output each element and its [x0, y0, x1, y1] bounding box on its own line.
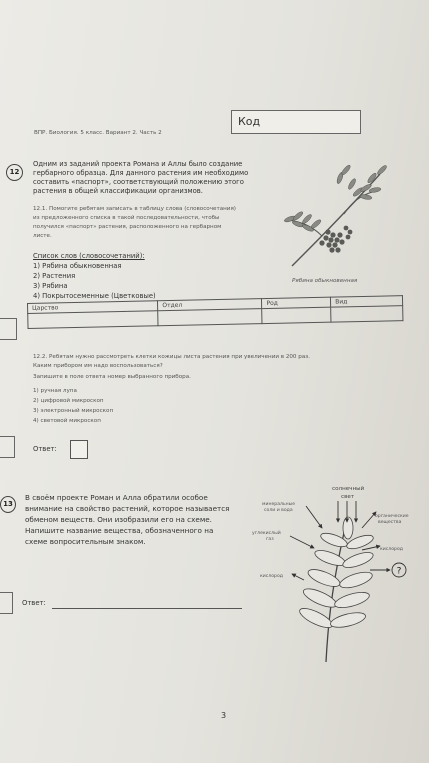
option-2: 2) цифровой микроскоп	[33, 398, 104, 404]
task-12-answer-label: Ответ:	[33, 445, 57, 453]
table-cell-division[interactable]	[158, 309, 262, 326]
table-cell-species[interactable]	[331, 306, 403, 323]
code-field[interactable]	[231, 110, 361, 134]
metabolism-diagram	[252, 484, 424, 664]
task-13-line-1: В своём проекте Роман и Алла обратили особое	[25, 493, 208, 502]
task-13-line-4: Напишите название вещества, обозначенного на	[25, 526, 214, 535]
score-box-13	[0, 592, 13, 614]
table-cell-kingdom[interactable]	[28, 311, 159, 329]
page-number: 3	[221, 711, 227, 720]
oxygen-left-label: кислород	[260, 574, 283, 579]
task-13-number: 13	[0, 496, 16, 513]
code-label: Код	[238, 115, 261, 128]
score-box-12-2	[0, 436, 15, 458]
table-header-genus: Род	[262, 297, 331, 308]
task-12-2-line-2: Каким прибором им надо воспользоваться?	[33, 363, 163, 369]
classification-table	[27, 292, 403, 329]
option-4: 4) световой микроскоп	[33, 418, 101, 424]
table-header-division: Отдел	[158, 299, 262, 311]
score-box-12-1	[0, 318, 17, 340]
task-12-intro-line-3: составить «паспорт», соответствующий положению этого	[33, 178, 244, 186]
task-12-2-instruction: Запишите в поле ответа номер выбранного прибора.	[33, 374, 191, 380]
minerals-label-1: минеральные	[262, 502, 296, 507]
co2-label-1: углекислый	[252, 531, 281, 536]
table-header-kingdom: Царство	[28, 301, 158, 314]
task-12-1-line-4: листе.	[33, 233, 52, 239]
co2-label-2: газ	[266, 537, 274, 542]
task-13-line-5: схеме вопросительным знаком.	[25, 537, 146, 546]
task-12-answer-box[interactable]	[70, 440, 88, 459]
word-list-item-3: 3) Рябина	[33, 282, 68, 290]
task-12-1-line-3: получился «паспорт» растения, расположенного на гербарном	[33, 224, 222, 230]
word-list-item-2: 2) Растения	[33, 272, 76, 280]
word-list-item-4: 4) Покрытосеменные (Цветковые)	[33, 292, 156, 300]
oxygen-right-label: кислород	[380, 547, 403, 552]
table-cell-genus[interactable]	[262, 307, 331, 323]
task-12-intro-line-4: растения в общей классификации организмов.	[33, 187, 203, 195]
table-header-species: Вид	[331, 296, 403, 308]
minerals-label-2: соли и вода	[264, 508, 293, 513]
option-1: 1) ручная лупа	[33, 388, 77, 394]
sun-label-2: свет	[341, 494, 355, 500]
task-12-intro-line-1: Одним из заданий проекта Романа и Аллы было создание	[33, 160, 243, 168]
word-list-title: Список слов (словосочетаний):	[33, 252, 145, 260]
task-13-answer-line[interactable]	[52, 600, 242, 609]
task-12-intro-line-2: гербарного образца. Для данного растения им необходимо	[33, 169, 249, 177]
sun-label-1: солнечный	[332, 486, 365, 492]
image-caption: Рябина обыкновенная	[292, 278, 358, 284]
organic-label-2: вещества	[378, 520, 402, 525]
question-mark: ?	[396, 566, 402, 577]
rowan-branch-illustration	[282, 156, 394, 274]
task-13-line-3: обменом веществ. Они изобразили его на схеме.	[25, 515, 212, 524]
word-list-item-1: 1) Рябина обыкновенная	[33, 262, 122, 270]
task-12-1-line-1: 12.1. Помогите ребятам записать в таблицу слова (словосочетания)	[33, 206, 236, 212]
task-12-2-line-1: 12.2. Ребятам нужно рассмотреть клетки кожицы листа растения при увеличении в 200 раз.	[33, 354, 311, 360]
task-12-1-line-2: из предложенного списка в такой последовательности, чтобы	[33, 215, 220, 221]
task-12-number: 12	[6, 164, 23, 181]
task-13-answer-label: Ответ:	[22, 599, 46, 607]
header-title: ВПР. Биология. 5 класс. Вариант 2. Часть 2	[34, 130, 162, 136]
task-13-line-2: внимание на свойство растений, которое называется	[25, 504, 230, 513]
option-3: 3) электронный микроскоп	[33, 408, 114, 414]
organic-label-1: органические	[375, 514, 409, 519]
